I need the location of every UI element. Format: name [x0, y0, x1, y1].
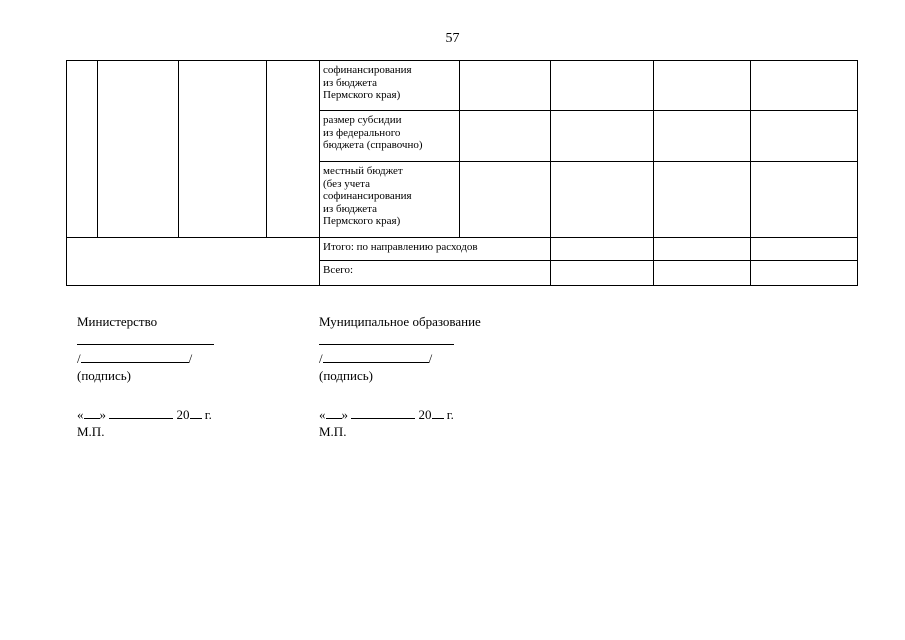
- funding-source-label: софинансирования из бюджета Пермского края): [323, 64, 412, 101]
- funding-source-cell: [320, 111, 460, 162]
- funding-source-label: местный бюджет (без учета софинансирования из бюджета Пермского края): [323, 165, 412, 227]
- table-cell-empty: [654, 61, 751, 111]
- table-cell-empty: [460, 162, 551, 238]
- table-cell-empty: [551, 61, 654, 111]
- budget-table: [66, 60, 858, 286]
- seal-label: М.П.: [319, 424, 347, 439]
- month-line: [351, 406, 415, 419]
- table-cell-empty: [751, 162, 858, 238]
- signature-line: [77, 332, 214, 345]
- year-line: [432, 406, 444, 419]
- table-cell-empty: [551, 111, 654, 162]
- table-cell-empty: [460, 111, 551, 162]
- quote-open: «: [77, 407, 84, 422]
- table-cell-empty: [551, 162, 654, 238]
- day-line: [84, 406, 100, 419]
- total-direction-cell: [320, 238, 551, 261]
- total-label: Всего:: [323, 264, 354, 276]
- total-cell: [320, 261, 551, 286]
- signatory-org: Министерство: [77, 314, 158, 329]
- month-line: [109, 406, 173, 419]
- table-cell-empty: [98, 61, 179, 238]
- signature-block-municipality: [319, 314, 481, 440]
- page-number: 57: [445, 31, 460, 46]
- table-cell-empty: [551, 261, 654, 286]
- signatory-org: Муниципальное образование: [319, 314, 481, 329]
- table-row: [67, 61, 858, 111]
- year-suffix: г.: [204, 407, 212, 422]
- year-line: [190, 406, 202, 419]
- table-cell-empty: [67, 238, 320, 286]
- quote-close: »: [341, 407, 348, 422]
- slash-open: /: [77, 351, 81, 366]
- quote-open: «: [319, 407, 326, 422]
- table-cell-empty: [751, 238, 858, 261]
- table-cell-empty: [654, 261, 751, 286]
- funding-source-cell: [320, 61, 460, 111]
- table-cell-empty: [67, 61, 98, 238]
- funding-source-cell: [320, 162, 460, 238]
- table-cell-empty: [654, 238, 751, 261]
- table-cell-empty: [460, 61, 551, 111]
- table-row: [67, 238, 858, 261]
- slash-close: /: [188, 351, 193, 366]
- total-direction-label: Итого: по направлению расходов: [323, 241, 478, 253]
- name-line: [81, 350, 189, 363]
- name-line: [323, 350, 429, 363]
- year-prefix: 20: [176, 407, 190, 422]
- table-cell-empty: [751, 111, 858, 162]
- table-cell-empty: [654, 162, 751, 238]
- year-suffix: г.: [446, 407, 454, 422]
- year-prefix: 20: [418, 407, 432, 422]
- day-line: [326, 406, 342, 419]
- signature-caption: (подпись): [319, 368, 373, 383]
- slash-close: /: [428, 351, 433, 366]
- quote-close: »: [99, 407, 106, 422]
- signature-caption: (подпись): [77, 368, 131, 383]
- table-cell-empty: [179, 61, 267, 238]
- table-cell-empty: [751, 61, 858, 111]
- funding-source-label: размер субсидии из федерального бюджета (справочно): [323, 114, 423, 151]
- signature-line: [319, 332, 454, 345]
- seal-label: М.П.: [77, 424, 105, 439]
- table-cell-empty: [654, 111, 751, 162]
- signature-block-ministry: [77, 314, 214, 440]
- table-cell-empty: [751, 261, 858, 286]
- slash-open: /: [319, 351, 323, 366]
- table-cell-empty: [267, 61, 320, 238]
- table-cell-empty: [551, 238, 654, 261]
